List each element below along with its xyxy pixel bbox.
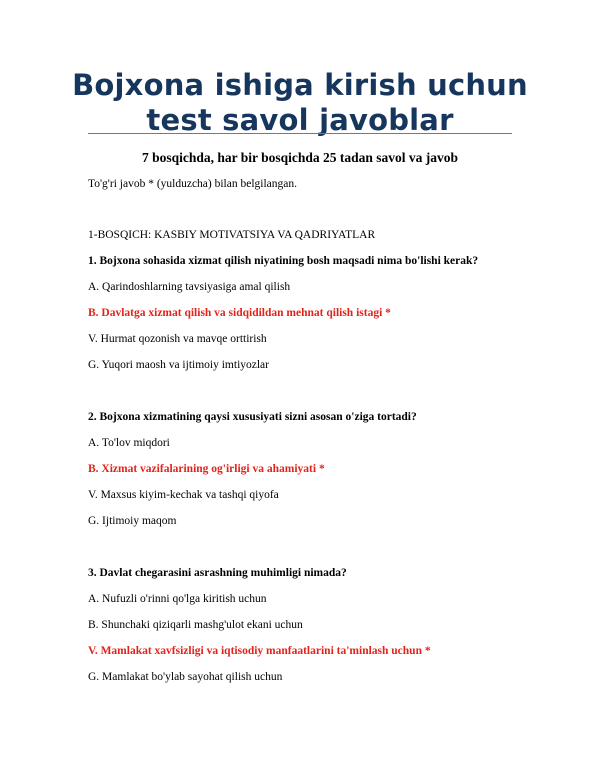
question-3-option-b: B. Shunchaki qiziqarli mashg'ulot ekani uchun bbox=[88, 619, 303, 631]
title-underline bbox=[88, 133, 512, 134]
question-3: 3. Davlat chegarasini asrashning muhimligi nimada? bbox=[88, 567, 347, 579]
question-1-option-b-correct: B. Davlatga xizmat qilish va sidqidildan mehnat qilish istagi * bbox=[88, 307, 391, 319]
question-1-option-v: V. Hurmat qozonish va mavqe orttirish bbox=[88, 333, 267, 345]
question-1-option-g: G. Yuqori maosh va ijtimoiy imtiyozlar bbox=[88, 359, 269, 371]
question-2-option-b-correct: B. Xizmat vazifalarining og'irligi va ahamiyati * bbox=[88, 463, 325, 475]
subtitle: 7 bosqichda, har bir bosqichda 25 tadan savol va javob bbox=[141, 150, 459, 165]
question-2-option-a: A. To'lov miqdori bbox=[88, 437, 170, 449]
question-2-option-g: G. Ijtimoiy maqom bbox=[88, 515, 177, 527]
document-title bbox=[60, 68, 540, 138]
stage-heading: 1-BOSQICH: KASBIY MOTIVATSIYA VA QADRIYATLAR bbox=[88, 229, 376, 241]
question-3-option-g: G. Mamlakat bo'ylab sayohat qilish uchun bbox=[88, 671, 283, 683]
question-3-option-v-correct: V. Mamlakat xavfsizligi va iqtisodiy manfaatlarini ta'minlash uchun * bbox=[88, 645, 431, 657]
question-1: 1. Bojxona sohasida xizmat qilish niyatining bosh maqsadi nima bo'lishi kerak? bbox=[88, 255, 479, 267]
title-line-2: test savol javoblar bbox=[146, 103, 454, 137]
question-1-option-a: A. Qarindoshlarning tavsiyasiga amal qilish bbox=[88, 281, 291, 293]
title-line-1: Bojxona ishiga kirish uchun bbox=[72, 68, 528, 102]
question-2-option-v: V. Maxsus kiyim-kechak va tashqi qiyofa bbox=[88, 489, 279, 501]
question-2: 2. Bojxona xizmatining qaysi xususiyati sizni asosan o'ziga tortadi? bbox=[88, 411, 417, 423]
question-3-option-a: A. Nufuzli o'rinni qo'lga kiritish uchun bbox=[88, 593, 267, 605]
answer-key-note: To'g'ri javob * (yulduzcha) bilan belgilangan. bbox=[88, 178, 297, 190]
